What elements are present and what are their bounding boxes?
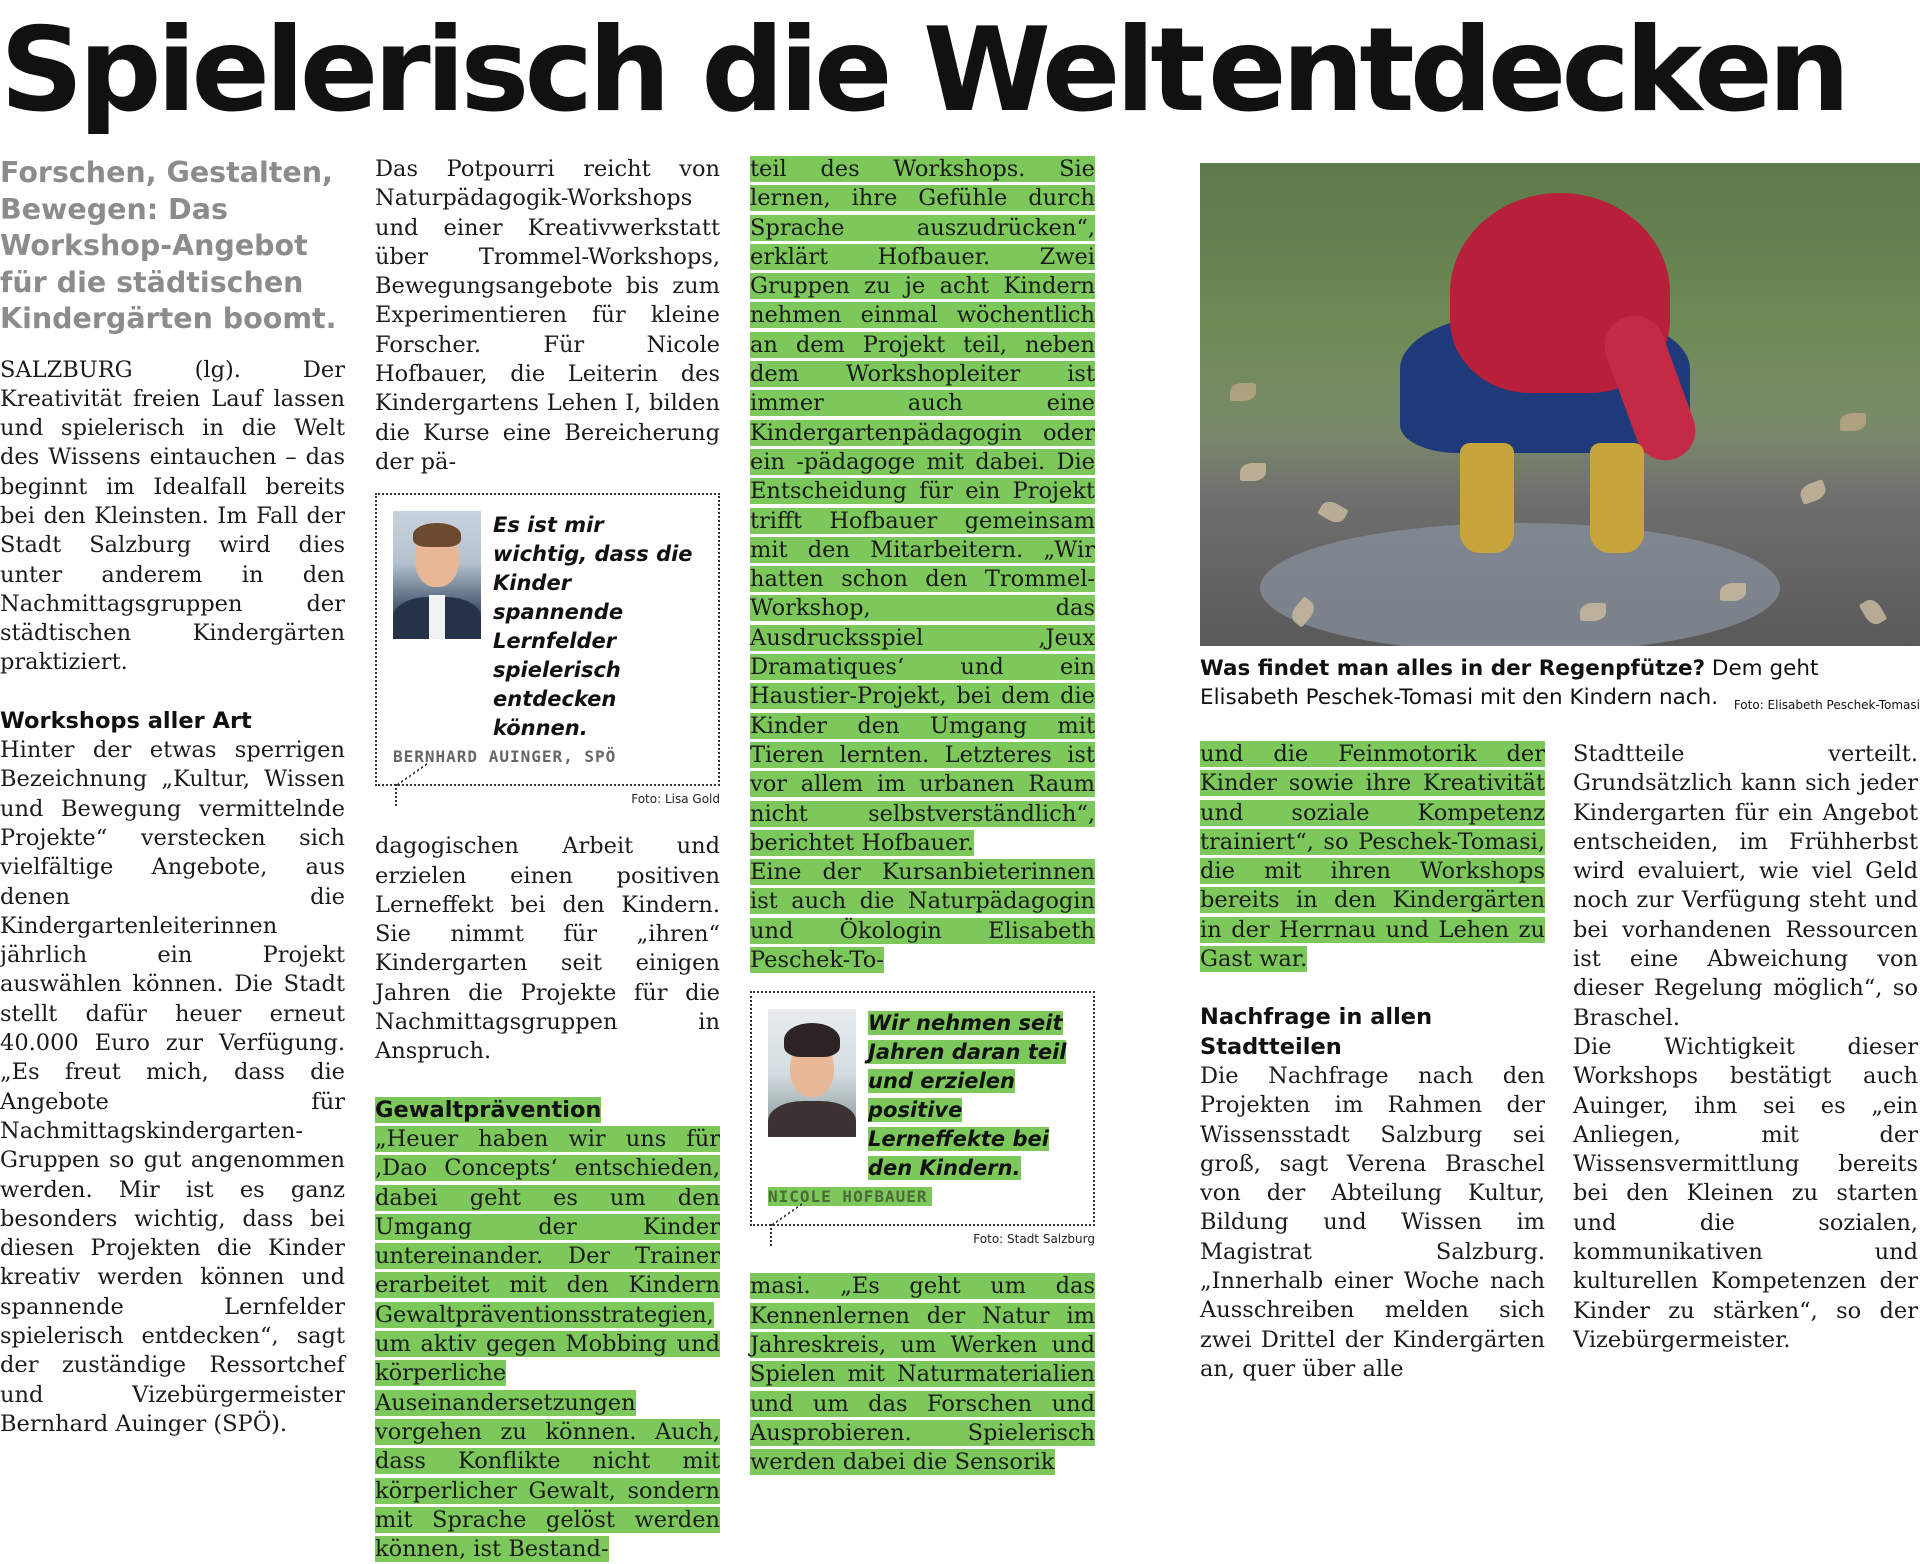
quote-text: Es ist mir wichtig, dass die Kinder spannende Lernfelder spielerisch entdecken können. (493, 513, 693, 741)
subheading-gewaltpraevention: Gewaltprävention (375, 1096, 602, 1123)
photo-credit: Foto: Lisa Gold (631, 792, 720, 807)
highlighted-paragraph: und die Feinmotorik der Kinder sowie ihre Kreativität und soziale Kompetenz trainiert“, so Peschek-Tomasi, die mit ihren Workshops bereits in den Kindergärten in der Herrnau und Lehen zu Gast war. (1200, 741, 1545, 973)
body-paragraph: Die Wichtigkeit dieser Workshops bestätigt auch Auinger, ihm sei es „ein Anliegen, mit der Wissensvermittlung bereits bei den Kleinen zu starten und die sozialen, kommunikativen und kulturellen Kompetenzen der Kinder zu stärken“, so der Vizebürgermeister. (1573, 1033, 1918, 1353)
highlighted-paragraph: masi. „Es geht um das Kennenlernen der Natur im Jahreskreis, um Werken und Spielen mit Naturmaterialien und um das Forschen und Ausprobieren. Spielerisch werden dabei die Sensorik (750, 1273, 1095, 1476)
portrait-photo (768, 1009, 856, 1137)
body-paragraph: Das Potpourri reicht von Naturpädagogik-Workshops und einer Kreativwerkstatt über Trommel-Workshops, Bewegungsangebote bis zum Experimentieren für kleine Forscher. Für Nicole Hofbauer, die Leiterin des Kindergartens Lehen I, bilden die Kurse eine Bereicherung der pä- (375, 156, 720, 475)
column-4 (1200, 740, 1545, 1384)
body-paragraph: Die Nachfrage nach den Projekten im Rahmen der Wissensstadt Salzburg sei groß, sagt Verena Braschel von der Abteilung Kultur, Bildung und Wissen im Magistrat Salzburg. „Innerhalb einer Woche nach Ausschreiben melden sich zwei Drittel der Kindergärten an, quer über alle (1200, 1062, 1545, 1382)
highlighted-paragraph: Eine der Kursanbieterinnen ist auch die Naturpädagogin und Ökologin Elisabeth Peschek-To- (750, 859, 1095, 974)
caption-text: Dem geht Elisabeth Peschek-Tomasi mit den Kindern nach. (1200, 656, 1819, 710)
speech-tail (770, 1224, 796, 1246)
intro-paragraph: SALZBURG (lg). Der Kreativität freien Lauf lassen und spielerisch in die Welt des Wissens eintauchen – das beginnt im Idealfall bereits bei den Kleinsten. Im Fall der Stadt Salzburg wird dies unter anderem in den Nachmittagsgruppen der städtischen Kindergärten praktiziert. (0, 356, 345, 676)
subheading-workshops: Workshops aller Art (0, 707, 252, 734)
headline-part-2: entdecken (1208, 3, 1846, 138)
column-3 (750, 155, 1095, 1477)
column-1 (0, 155, 345, 1439)
lead-paragraph: Forschen, Gestalten, Bewegen: Das Workshop-Angebot für die städtischen Kindergärten boomt. (0, 156, 337, 335)
caption-bold: Was findet man alles in der Regenpfütze? (1200, 656, 1706, 681)
photo-credit: Foto: Stadt Salzburg (973, 1232, 1095, 1247)
body-paragraph: Hinter der etwas sperrigen Bezeichnung „Kultur, Wissen und Bewegung vermittelnde Projekte“ verstecken sich vielfältige Angebote, aus denen die Kindergartenleiterinnen jährlich ein Projekt auswählen können. Die Stadt stellt dafür heuer erneut 40.000 Euro zur Verfügung. „Es freut mich, dass die Angebote für Nachmittagskindergarten-Gruppen so gut angenommen werden. Mir ist es ganz besonders wichtig, dass bei diesen Projekten die Kinder kreativ werden können und spannende Lernfelder spielerisch entdecken“, sagt der zuständige Ressortchef und Vizebürgermeister Bernhard Auinger (SPÖ). (0, 737, 345, 1437)
column-5 (1573, 740, 1918, 1355)
photo-caption (1200, 654, 1920, 720)
portrait-photo (393, 511, 481, 639)
photo-credit: Foto: Elisabeth Peschek-Tomasi (1733, 698, 1920, 712)
quote-author: NICOLE HOFBAUER (768, 1187, 932, 1206)
puddle-photo (1200, 163, 1920, 646)
subheading-nachfrage: Nachfrage in allen Stadtteilen (1200, 1004, 1433, 1060)
quote-box-auinger (375, 493, 720, 786)
speech-tail (395, 784, 421, 806)
highlighted-paragraph: „Heuer haben wir uns für ‚Dao Concepts‘ entschieden, dabei geht es um den Umgang der Kinder untereinander. Der Trainer erarbeitet mit den Kindern Gewaltpräventionsstrategien, um aktiv gegen Mobbing und körperliche Auseinandersetzungen vorgehen zu können. Auch, dass Konflikte nicht mit körperlicher Gewalt, sondern mit Sprache gelöst werden können, ist Bestand- (375, 1125, 720, 1563)
quote-author: BERNHARD AUINGER, SPÖ (393, 747, 617, 767)
body-paragraph: dagogischen Arbeit und erzielen einen positiven Lerneffekt bei den Kindern. Sie nimmt für „ihren“ Kindergarten seit einigen Jahren die Projekte für die Nachmittagsgruppen in Anspruch. (375, 833, 720, 1065)
quote-box-hofbauer (750, 991, 1095, 1226)
quote-text: Wir nehmen seit Jahren daran teil und erzielen positive Lerneffekte bei den Kindern. (868, 1011, 1067, 1181)
highlighted-paragraph: teil des Workshops. Sie lernen, ihre Gefühle durch Sprache auszudrücken“, erklärt Hofbauer. Zwei Gruppen zu je acht Kindern nehmen einmal wöchentlich an dem Projekt teil, neben dem Workshopleiter ist immer auch eine Kindergartenpädagogin oder ein -pädagoge mit dabei. Die Entscheidung für ein Projekt trifft Hofbauer gemeinsam mit den Mitarbeitern. „Wir hatten schon den Trommel-Workshop, das Ausdrucksspiel ‚Jeux Dramatiques‘ und ein Haustier-Projekt, bei dem die Kinder den Umgang mit Tieren lernten. Letzteres ist vor allem im urbanen Raum nicht selbstverständlich“, berichtet Hofbauer. (750, 156, 1095, 856)
headline-part-1: Spielerisch die Welt (0, 3, 1201, 138)
body-paragraph: Stadtteile verteilt. Grundsätzlich kann sich jeder Kindergarten für ein Angebot entscheiden, im Frühherbst wird evaluiert, wie viel Geld noch zur Verfügung steht und bei vorhandenen Ressourcen ist eine Abweichung von dieser Regelung möglich“, so Braschel. (1573, 741, 1918, 1031)
column-2 (375, 155, 720, 1564)
